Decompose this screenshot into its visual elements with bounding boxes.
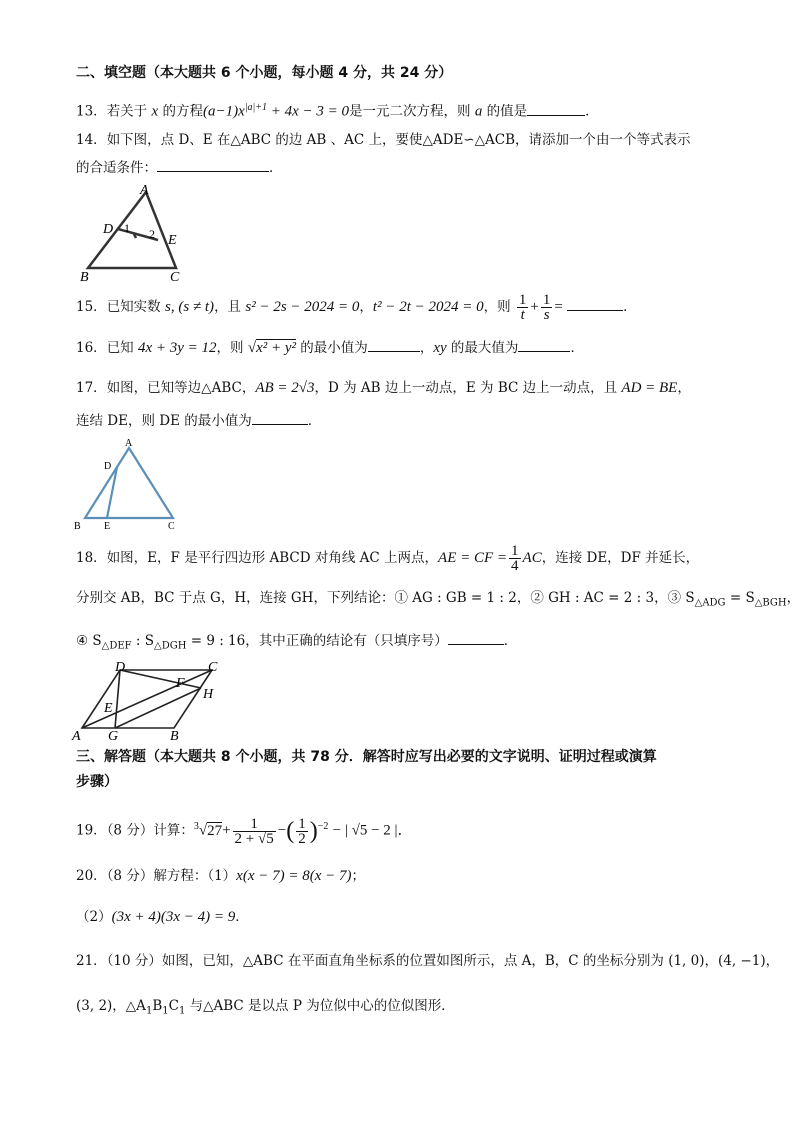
q15-end: ． (623, 299, 637, 315)
q14-end: ． (269, 160, 283, 176)
question-number: 18． (76, 550, 107, 566)
q15-text: ，且 (214, 299, 246, 315)
q19-power: −2 (317, 821, 329, 832)
q20-eq1: x(x − 7) = 8(x − 7) (236, 868, 352, 884)
q19-rest: − | √5 − 2 |． (332, 822, 413, 839)
question-number: 13． (76, 103, 107, 120)
question-number: 19． (76, 822, 107, 839)
q18-text: 如图，E，F 是平行四边形 ABCD 对角线 AC 上两点， (106, 550, 439, 566)
q19-fraction: $\frac{1}{2 + √5}$ (234, 815, 274, 847)
label-C: C (208, 660, 218, 675)
question-15: 15．已知实数 s, (s ≠ t)，且 s² − 2s − 2024 = 0，t² − 2t − 2024 = 0，则 $\frac{1}{t}$ + $\frac{1}{s}$ = ． (76, 292, 637, 323)
label-A: A (140, 183, 149, 198)
q16-text: 的最小值为 (296, 340, 368, 356)
q14-line1: 如下图，点 D、E 在△ABC 的边 AB 、AC 上，要使△ADE∽△ACB，请添加一个由一个等式表示 (106, 132, 691, 148)
question-14 (76, 130, 691, 150)
q17-text: ， (677, 380, 691, 396)
q14-line2: 的合适条件： (76, 160, 157, 176)
question-number: 14． (76, 132, 107, 148)
paren-left-icon: ( (286, 818, 295, 844)
label-A: A (125, 438, 133, 449)
answer-blank[interactable] (448, 630, 504, 645)
label-E: E (104, 521, 111, 532)
q18-line3: ④ S (76, 633, 102, 649)
section-2-heading: 二、填空题（本大题共 6 个小题，每小题 4 分，共 24 分） (76, 65, 453, 81)
question-18-line2: 分别交 AB，BC 于点 G，H，连接 GH，下列结论：① AG : GB = 1 : 2，② GH : AC = 2 : 3，③ $S_{\triangle ADG} = S_{\triangle BGH}$， (76, 590, 800, 609)
question-number: 16． (76, 340, 107, 356)
q15-text: ，则 (483, 299, 515, 315)
q14-triangle-figure (76, 182, 196, 285)
q15-eq1: s² − 2s − 2024 = 0 (245, 299, 360, 315)
section-3-heading-line2: 步骤） (76, 774, 118, 790)
q20-eq2: (3x + 4)(3x − 4) = 9 (111, 909, 236, 925)
answer-blank[interactable] (252, 410, 308, 425)
label-G: G (108, 729, 119, 744)
q19-radicand: 27 (207, 822, 223, 839)
q17-ab: AB = 2√3 (255, 380, 315, 396)
question-21 (76, 951, 779, 971)
q13-var-a: a (474, 103, 483, 120)
label-D: D (104, 461, 112, 472)
question-21-line2: (3, 2)，$\triangle A_1B_1C_1$ 与△ABC 是以点 P 为位似中心的位似图形． (76, 998, 455, 1017)
label-D: D (103, 222, 114, 237)
label-C: C (170, 270, 180, 285)
label-E: E (104, 701, 113, 716)
label-H: H (203, 687, 214, 702)
q20-text: （8 分）解方程：（1） (106, 868, 237, 884)
answer-blank[interactable] (368, 337, 420, 352)
question-16 (76, 337, 584, 358)
q16-text: ，则 (216, 340, 248, 356)
question-14-line2 (76, 157, 283, 178)
question-number: 21． (76, 953, 107, 969)
q15-text: 已知实数 (106, 299, 165, 315)
q18-ac: AC (522, 550, 542, 566)
label-B: B (80, 270, 89, 285)
q13-text: 的方程 (158, 103, 203, 120)
q13-text: 是一元二次方程，则 (349, 103, 475, 120)
q21-line1: （10 分）如图，已知，△ABC 在平面直角坐标系的位置如图所示，点 A，B，C 的坐标分别为 (1, 0)，(4, −1)， (106, 953, 780, 969)
q18-fraction: $\frac{1}{4}$ (511, 543, 519, 574)
question-number: 20． (76, 868, 107, 884)
q15-condition: s, (s ≠ t) (164, 299, 215, 315)
sqrt-icon: √ (247, 340, 257, 356)
question-number: 17． (76, 380, 107, 396)
q16-equation: 4x + 3y = 12 (137, 340, 217, 356)
question-13 (76, 98, 599, 122)
question-18 (76, 543, 699, 573)
q13-equation-rest: + 4x − 3 = 0 (266, 103, 350, 120)
q16-text: 的最大值为 (446, 340, 519, 356)
cube-root-icon: √ (198, 822, 208, 839)
answer-blank[interactable] (518, 337, 570, 352)
q19-text: （8 分）计算： (106, 822, 194, 839)
q20-part2: （2） (76, 909, 112, 925)
question-20-part2: （2）(3x + 4)(3x − 4) = 9． (76, 909, 249, 925)
label-E: E (168, 233, 177, 248)
answer-blank[interactable] (527, 101, 585, 116)
question-19: 19．（8 分）计算：$^3$√27+ $\frac{1}{2 + √5}$ −( $\frac{1}{2}$ )$^{-2}$ − | √5 − 2 |． (76, 815, 413, 847)
q17-triangle-figure (72, 436, 184, 534)
q16-var-xy: xy (433, 340, 447, 356)
label-angle-1: 1 (124, 221, 130, 235)
question-18-line3: ④ $S_{\triangle DEF}$ : $S_{\triangle DGH} = 9$ : 16，其中正确的结论有（只填序号） ． (76, 630, 517, 657)
paren-right-icon: ) (309, 818, 318, 844)
q15-eq2: t² − 2t − 2024 = 0 (372, 299, 484, 315)
answer-blank[interactable] (157, 157, 269, 172)
q15-sep: ， (359, 299, 373, 315)
q15-fraction-2: $\frac{1}{s}$ (542, 292, 551, 323)
question-number: 15． (76, 299, 107, 315)
label-angle-2: 2 (149, 227, 155, 241)
q18-text: ，连接 DE，DF 并延长， (541, 550, 700, 566)
q19-half: $\frac{1}{2}$ (298, 815, 306, 847)
q13-end: ． (585, 103, 599, 120)
q13-text: 的值是 (482, 103, 528, 120)
question-20: 20．（8 分）解方程：（1）x(x − 7) = 8(x − 7)； (76, 868, 365, 884)
q15-fraction-1: $\frac{1}{t}$ (518, 292, 527, 323)
q17-line2: 连结 DE，则 DE 的最小值为 (76, 413, 252, 429)
q17-text: ，D 为 AB 边上一动点，E 为 BC 边上一动点，且 (314, 380, 622, 396)
label-D: D (115, 660, 126, 675)
label-C: C (168, 521, 175, 532)
q13-equation: (a−1)x (202, 103, 245, 120)
q17-end: ． (307, 413, 322, 429)
label-A: A (72, 729, 81, 744)
label-B: B (74, 521, 81, 532)
q19-root-index: 3 (193, 821, 199, 832)
q13-var-x: x (151, 103, 159, 120)
question-17-line2 (76, 410, 321, 431)
q18-condition: AE = CF = (438, 550, 508, 566)
section-3-heading: 三、解答题（本大题共 8 个小题，共 78 分．解答时应写出必要的文字说明、证明过程或演算 (76, 749, 657, 765)
label-B: B (170, 729, 179, 744)
q16-text: 已知 (106, 340, 138, 356)
q18-end: ． (503, 633, 518, 649)
q18-line2: 分别交 AB，BC 于点 G，H，连接 GH，下列结论：① AG : GB = 1 : 2，② GH : AC = 2 : 3，③ S (76, 590, 695, 606)
q17-text: 如图，已知等边△ABC， (106, 380, 256, 396)
label-F: F (176, 676, 185, 691)
q18-parallelogram-figure (70, 660, 230, 742)
q17-condition: AD = BE (621, 380, 678, 396)
question-17 (76, 378, 691, 398)
q13-text: 若关于 (106, 103, 152, 120)
q16-text: ， (419, 340, 434, 356)
answer-blank[interactable] (567, 296, 623, 311)
q16-end: ． (570, 340, 584, 356)
q13-exponent: |a|+1 (244, 102, 267, 113)
q16-radicand: x² + y² (256, 340, 297, 356)
